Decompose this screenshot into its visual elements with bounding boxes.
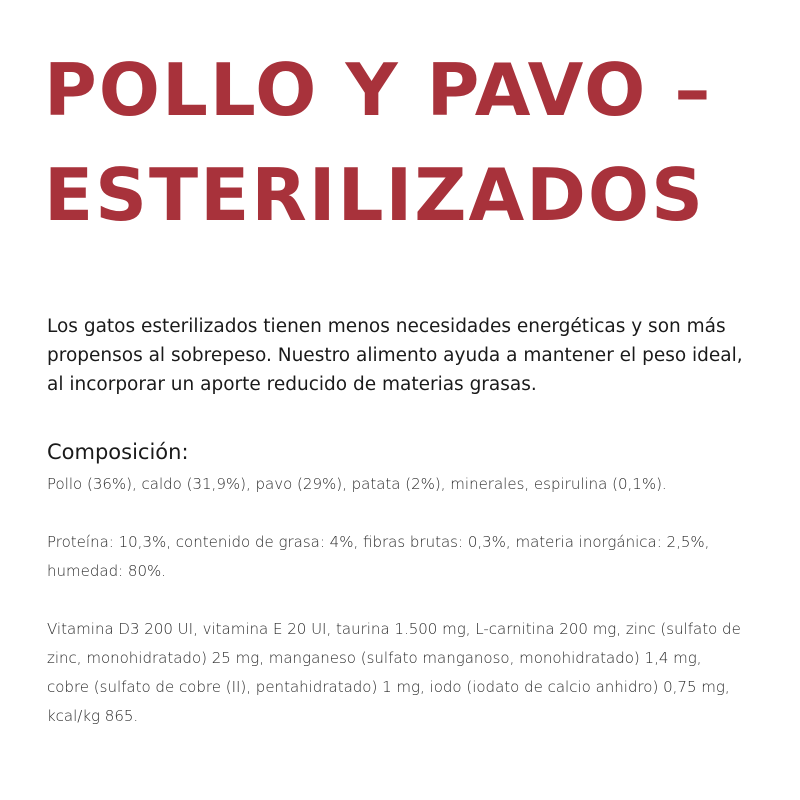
- additives-text: Vitamina D3 200 UI, vitamina E 20 UI, taurina 1.500 mg, L-carnitina 200 mg, zinc (sulfato de zinc, monohidratado) 25 mg, manganeso (sulfato manganoso, monohidratado) 1,4 mg, cobre (sulfato de cobre (II), pentahidratado) 1 mg, iodo (iodato de calcio anhidro) 0,75 mg, kcal/kg 865.: [47, 620, 741, 725]
- product-intro-text: Los gatos esterilizados tienen menos necesidades energéticas y son más propensos al sobrepeso. Nuestro alimento ayuda a mantener el peso ideal, al incorporar un aporte reducido de materias grasas.: [47, 316, 743, 395]
- analytical-constituents-text: Proteína: 10,3%, contenido de grasa: 4%, fibras brutas: 0,3%, materia inorgánica: 2,5%, humedad: 80%.: [47, 533, 710, 580]
- ingredients-text: Pollo (36%), caldo (31,9%), pavo (29%), patata (2%), minerales, espirulina (0,1%).: [47, 475, 667, 493]
- composition-heading: Composición:: [47, 440, 189, 464]
- product-title: [44, 38, 712, 248]
- product-title-line-1: POLLO Y PAVO –: [44, 48, 713, 132]
- product-title-line-2: ESTERILIZADOS: [44, 153, 705, 237]
